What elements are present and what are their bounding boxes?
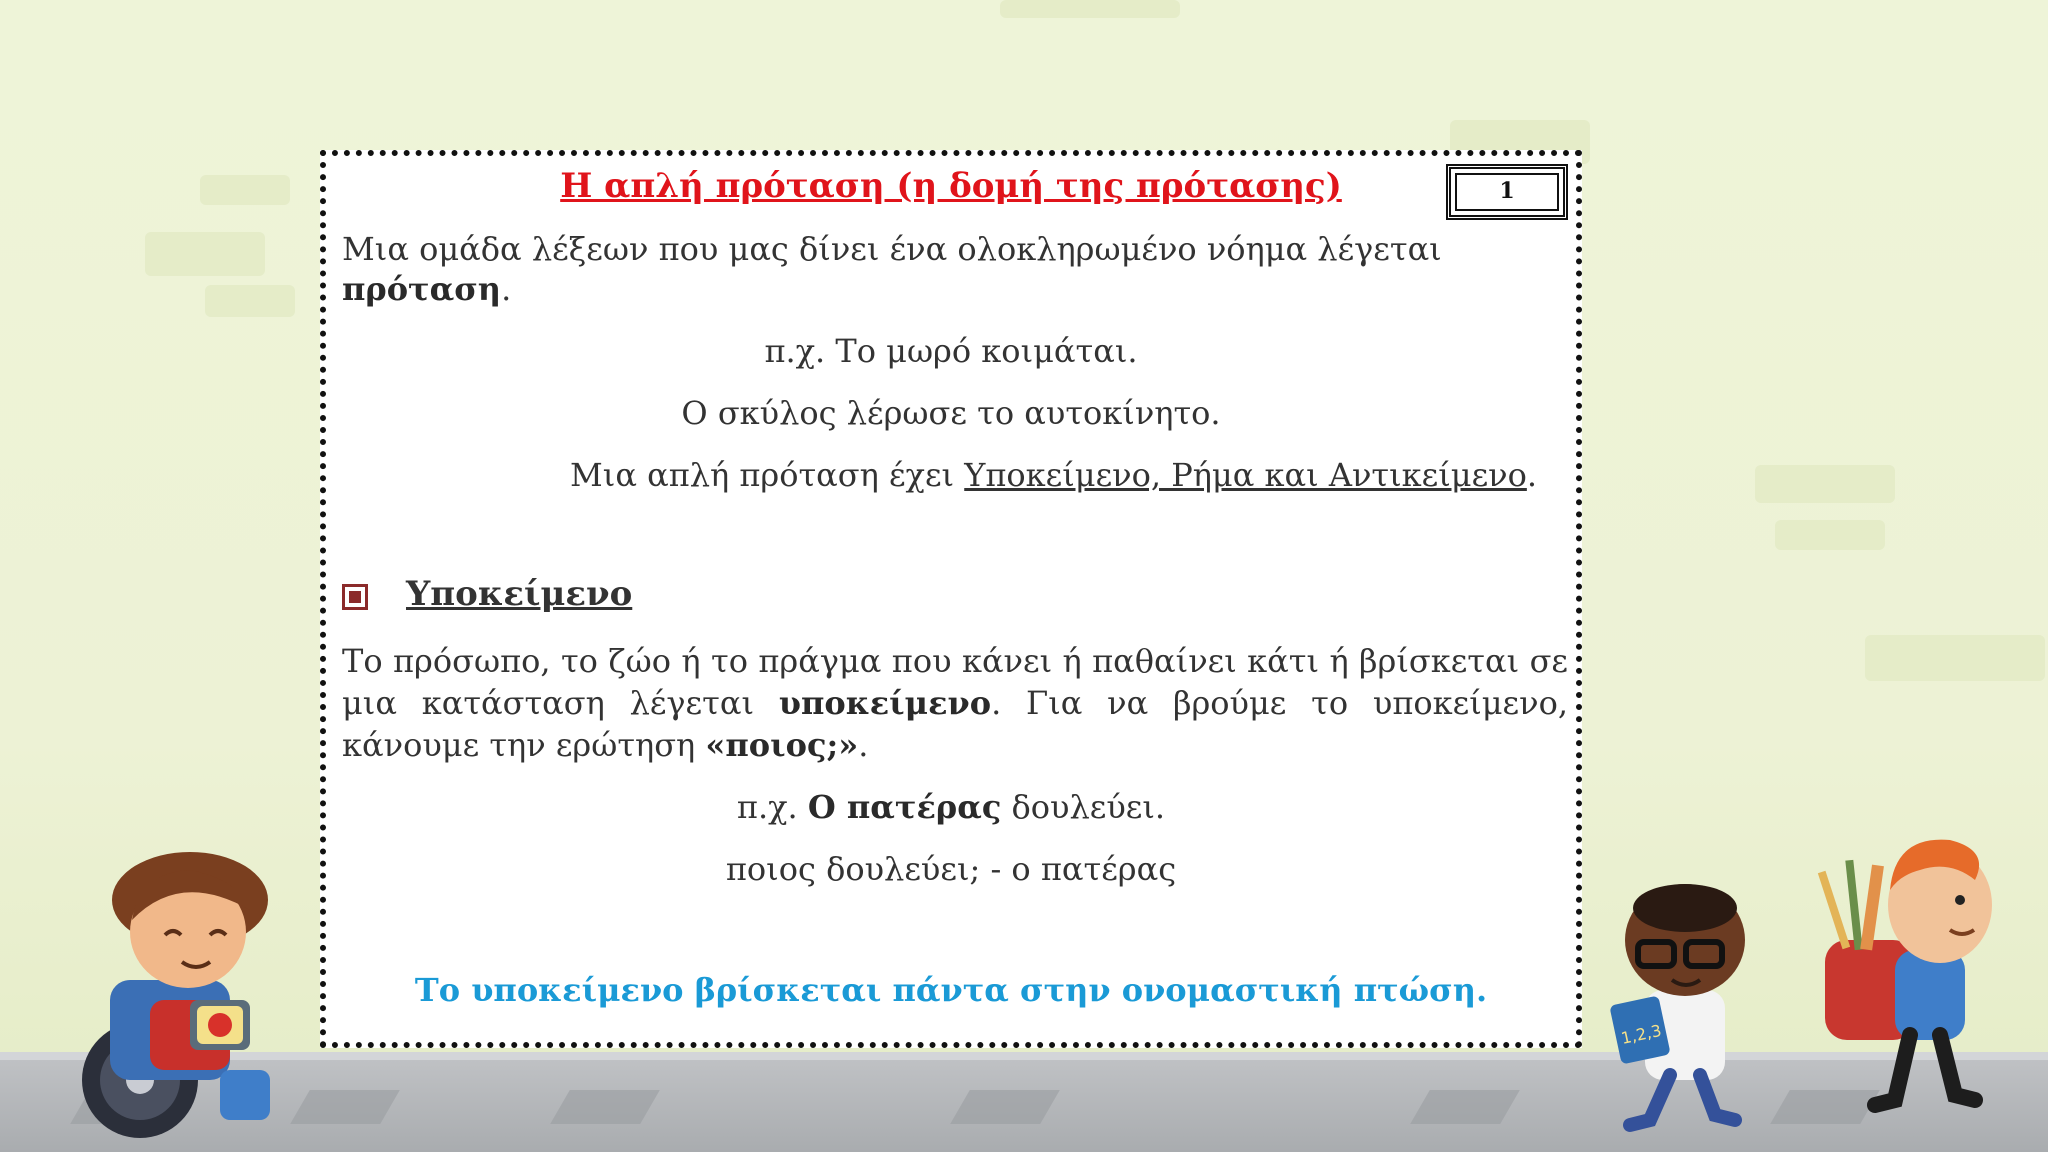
example-2: Ο σκύλος λέρωσε το αυτοκίνητο. — [681, 394, 1221, 432]
background-patch — [1755, 465, 1895, 503]
background-patch — [205, 285, 295, 317]
subject-definition: Το πρόσωπο, το ζώο ή το πράγμα που κάνει ή παθαίνει κάτι ή βρίσκεται σε μια κατάσταση λέγεται υποκείμενο. Για να βρούμε το υποκείμενο, κάνουμε την ερώτηση «ποιος;». — [342, 642, 1569, 764]
lesson-card — [320, 150, 1582, 1048]
background-patch — [1000, 0, 1180, 18]
square-bullet-icon — [342, 584, 368, 610]
background-patch — [1865, 635, 2045, 681]
subject-note: Το υποκείμενο βρίσκεται πάντα στην ονομαστική πτώση. — [414, 971, 1488, 1009]
intro-line: Μια ομάδα λέξεων που μας δίνει ένα ολοκληρωμένο νόημα λέγεται — [342, 230, 1442, 268]
definition-term: υποκείμενο — [778, 684, 992, 722]
page-number-badge: 1 — [1446, 164, 1568, 220]
intro-term: πρόταση — [342, 270, 502, 308]
page-title: Η απλή πρόταση (η δομή της πρότασης) — [560, 166, 1342, 206]
boy-glasses-books-illustration — [1600, 880, 1770, 1140]
structure-sentence: Μια απλή πρόταση έχει Υποκείμενο, Ρήμα και Αντικείμενο. — [570, 456, 1538, 494]
background-patch — [1775, 520, 1885, 550]
structure-parts: Υποκείμενο, Ρήμα και Αντικείμενο — [964, 456, 1527, 494]
girl-wheelchair-illustration — [70, 850, 310, 1150]
definition-question: «ποιος;» — [705, 726, 859, 764]
background-patch — [200, 175, 290, 205]
background-patch — [145, 232, 265, 276]
boy-backpack-illustration — [1800, 830, 2010, 1130]
intro-term-line: πρόταση. — [342, 270, 512, 308]
section-heading-subject: Υποκείμενο — [406, 574, 633, 614]
example-subject: Ο πατέρας — [807, 788, 1002, 826]
subject-example: π.χ. Ο πατέρας δουλεύει. — [736, 788, 1166, 826]
svg-text:1,2,3: 1,2,3 — [1619, 1020, 1664, 1048]
subject-example-answer: ποιος δουλεύει; - ο πατέρας — [725, 850, 1177, 888]
example-1: π.χ. Το μωρό κοιμάται. — [764, 332, 1138, 370]
